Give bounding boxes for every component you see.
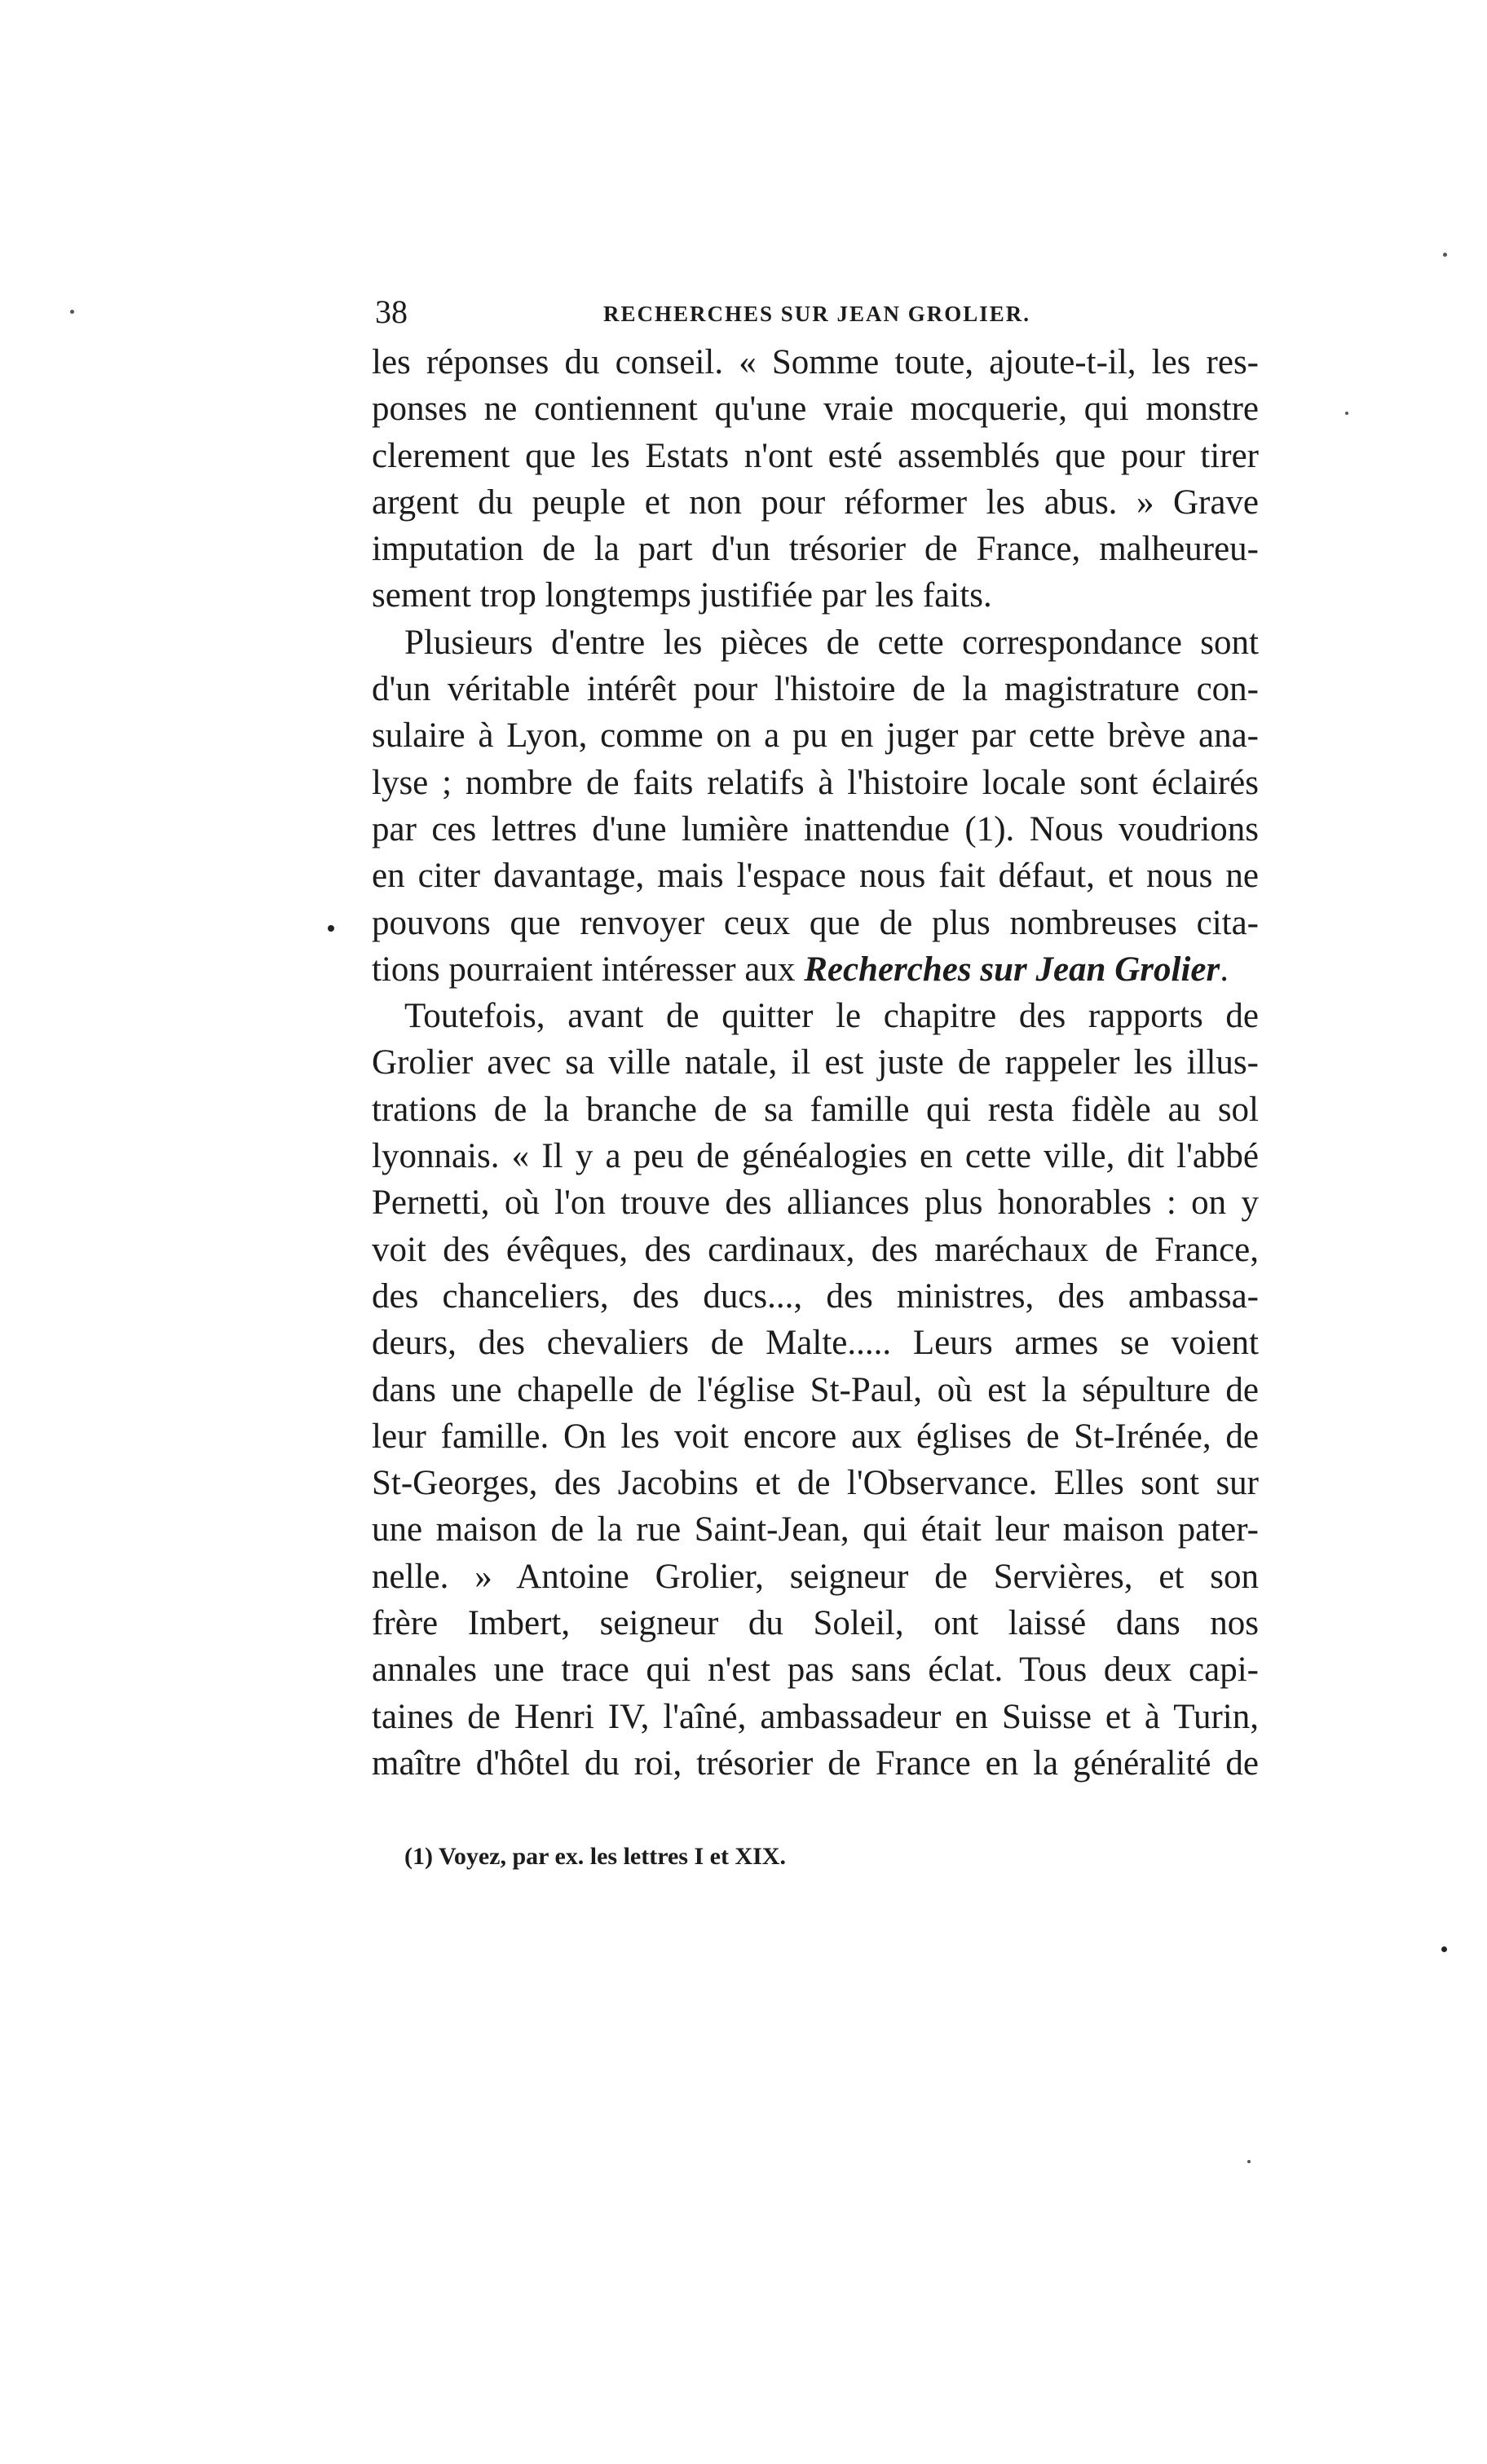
text-line: leur famille. On les voit encore aux églises de St-Irénée, de [372,1417,1259,1456]
paragraph-end-line: sement trop longtemps justifiée par les faits. [372,576,992,615]
text-line: lyonnais. « Il y a peu de généalogies en cette ville, dit l'abbé [372,1137,1259,1176]
text-line: sulaire à Lyon, comme on a pu en juger par cette brève ana- [372,716,1259,756]
footnote: (1) Voyez, par ex. les lettres I et XIX. [404,1843,786,1870]
scan-speck [1247,2160,1251,2163]
text-line: Grolier avec sa ville natale, il est juste de rappeler les illus- [372,1043,1259,1082]
text-line: en citer davantage, mais l'espace nous fait défaut, et nous ne [372,857,1259,896]
text-line: lyse ; nombre de faits relatifs à l'histoire locale sont éclairés [372,763,1259,802]
body-text [372,339,1259,1787]
text-line: argent du peuple et non pour réformer les abus. » Grave [372,483,1259,522]
text-line: deurs, des chevaliers de Malte..... Leurs armes se voient [372,1324,1259,1363]
scan-speck [1443,253,1447,257]
text-line: dans une chapelle de l'église St-Paul, où est la sépulture de [372,1370,1259,1409]
running-title: RECHERCHES SUR JEAN GROLIER. [602,302,1031,326]
text-line: trations de la branche de sa famille qui resta fidèle au sol [372,1090,1259,1129]
scan-speck [1441,1946,1447,1952]
text-segment: tions pourraient intéresser aux [372,950,805,989]
page-number: 38 [375,293,408,330]
scan-speck [1345,412,1348,415]
text-line: Pernetti, où l'on trouve des alliances plus honorables : on y [372,1184,1259,1223]
paragraph-end-line [372,946,1259,993]
text-line: maître d'hôtel du roi, trésorier de France en la généralité de [372,1743,1259,1783]
paragraph-start-line: Toutefois, avant de quitter le chapitre des rapports de [404,997,1259,1036]
text-line: St-Georges, des Jacobins et de l'Observance. Elles sont sur [372,1464,1259,1503]
scan-speck [328,925,334,932]
text-line: par ces lettres d'une lumière inattendue (1). Nous voudrions [372,809,1259,849]
text-line: imputation de la part d'un trésorier de France, malheureu- [372,530,1259,569]
text-line: clerement que les Estats n'ont esté assemblés que pour tirer [372,436,1259,475]
book-title-italic: Recherches sur Jean Grolier [804,950,1220,989]
text-line: annales une trace qui n'est pas sans éclat. Tous deux capi- [372,1651,1259,1690]
text-line: frère Imbert, seigneur du Soleil, ont laissé dans nos [372,1604,1259,1643]
text-segment: . [1220,950,1229,989]
page-header [375,292,1259,333]
text-line: voit des évêques, des cardinaux, des maréchaux de France, [372,1230,1259,1269]
text-line: nelle. » Antoine Grolier, seigneur de Servières, et son [372,1557,1259,1596]
text-line: des chanceliers, des ducs..., des ministres, des ambassa- [372,1276,1259,1316]
text-line: pouvons que renvoyer ceux que de plus nombreuses cita- [372,903,1259,942]
text-line: les réponses du conseil. « Somme toute, ajoute-t-il, les res- [372,343,1259,381]
text-line: ponses ne contiennent qu'une vraie mocquerie, qui monstre [372,390,1259,429]
text-line: taines de Henri IV, l'aîné, ambassadeur en Suisse et à Turin, [372,1697,1259,1736]
scan-speck [70,310,74,314]
paragraph-start-line: Plusieurs d'entre les pièces de cette correspondance sont [404,623,1259,662]
text-line: d'un véritable intérêt pour l'histoire de la magistrature con- [372,670,1259,709]
text-line: une maison de la rue Saint-Jean, qui était leur maison pater- [372,1510,1259,1549]
